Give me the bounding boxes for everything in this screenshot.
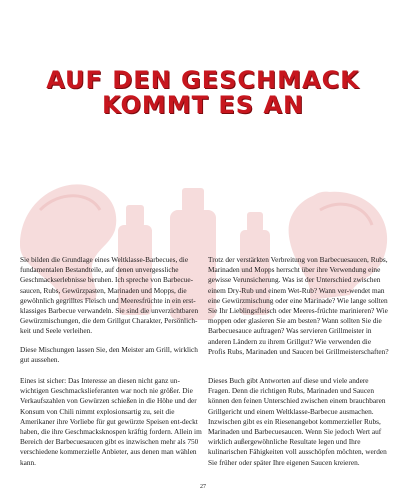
left-paragraph-3: Eines ist sicher: Das Interesse an diesen nicht ganz un-wichtigen Geschmackslieferanten war noch nie größer. Die Verkaufszahlen von Gewürzen schießen in die Höhe und der Konsum von Chili nimmt explosionsartig zu, seit die Amerikaner ihre Vorliebe für gut gewürzte Speisen ent-deckt haben, die ihre Geschmacksknospen kräftig fordern. Allein im Bereich der Barbecuesaucen gibt es inzwischen mehr als 750 verschiedene kommerzielle Anbieter, aus denen man wählen kann. <box>20 376 202 467</box>
right-paragraph-2: Dieses Buch gibt Antworten auf diese und viele andere Fragen. Denn die richtigen Rubs, Marinaden und Saucen können den feinen Unterschied zwischen einem brauchbaren Grillgericht und einem Weltklasse-Barbecue ausmachen. Inzwischen gibt es ein Riesenangebot kommerzieller Rubs, Marinaden und Barbecuesaucen. Wenn Sie jedoch Wert auf wirklich außergewöhnliche Resultate legen und Ihre kulinarischen Fähigkeiten voll ausschöpfen möchten, werden Sie früher oder später Ihre eigenen Saucen kreieren. <box>208 376 387 467</box>
left-column <box>20 255 202 373</box>
left-paragraph-2: Diese Mischungen lassen Sie, den Meister am Grill, wirklich gut aussehen. <box>20 344 198 364</box>
page-title <box>0 68 406 118</box>
title-line-1: AUF DEN GESCHMACK <box>46 66 360 94</box>
page-number: 27 <box>200 484 206 490</box>
title-line-2: KOMMT ES AN <box>101 91 305 119</box>
left-paragraph-1: Sie bilden die Grundlage eines Weltklasse-Barbecues, die fundamentalen Bestandteile, auf denen unvergessliche Geschmackserlebnisse beruhen. Ich spreche von Barbecue-saucen, Rubs, Gewürzpasten, Marinaden und Mopps, die gewöhnlich gegrilltes Fleisch und Meeresfrüchte in ein erst-klassiges Barbecue verwandeln. Sie sind die unverzichtbaren Gewürzmischungen, die dem Grillgut Charakter, Persönlich-keit und Seele verleihen. <box>20 255 199 336</box>
right-column <box>208 255 390 365</box>
right-paragraph-1: Trotz der verstärkten Verbreitung von Barbecuesaucen, Rubs, Marinaden und Mopps herrscht über ihre Verwendung eine gewisse Verunsicherung. Was ist der Unterschied zwischen einem Dry-Rub und einem Wet-Rub? Wann ver-wendet man eine Gewürzmischung oder eine Marinade? Wie lange sollten Sie Ihr Lieblingsfleisch oder Meeres-früchte marinieren? Wie moppen oder glasieren Sie am besten? Wann sollten Sie die Barbecuesauce auftragen? Was servieren Grillmeister in anderen Ländern zu ihrem Grillgut? Wie verwenden die Profis Rubs, Marinaden und Saucen bei Grillmeisterschaften? <box>208 255 389 356</box>
